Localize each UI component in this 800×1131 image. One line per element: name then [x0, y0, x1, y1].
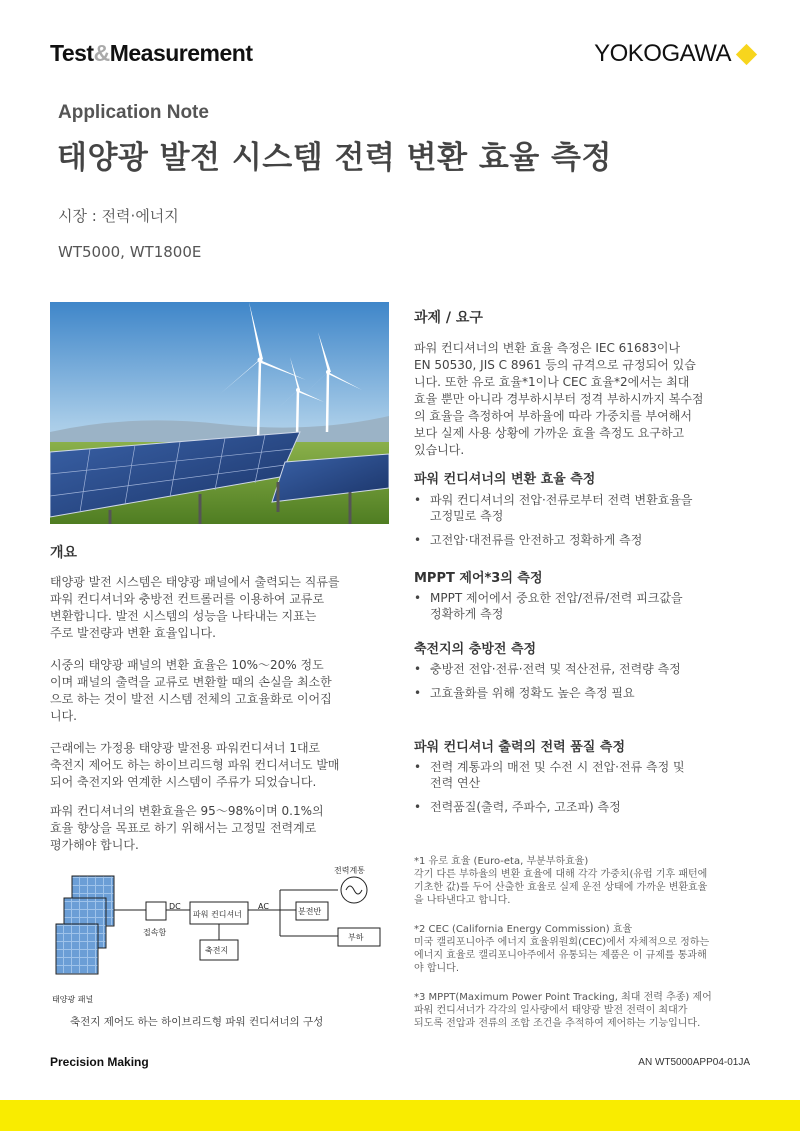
solar-wind-illustration — [50, 302, 389, 524]
text-line: 축전지 제어도 하는 하이브리드형 파워 컨디셔너도 발매 — [50, 758, 340, 772]
solar-panel-label: 태양광 패널 — [52, 995, 94, 1004]
text-line: 있습니다. — [414, 443, 465, 457]
text-line: 시중의 태양광 패널의 변환 효율은 10%～20% 정도 — [50, 658, 324, 672]
market-label: 시장 : 전력·에너지 — [58, 207, 179, 225]
bullet-item: • 충방전 전압·전류·전력 및 적산전류, 전력량 측정 — [414, 661, 754, 677]
bullet-item: • 파워 컨디셔너의 전압·전류로부터 전력 변환효율을 고정밀로 측정 — [414, 492, 754, 524]
hybrid-pcs-diagram — [48, 862, 393, 1017]
footnote-3: *3 MPPT(Maximum Power Point Tracking, 최대 전력 추종) 제어 파워 컨디셔너가 각각의 일사량에서 태양광 발전 전력이 최대가 되도록 전압과 전류의 조합 조건을 추적하여 제어하는 기능입니다. — [414, 992, 712, 1029]
footer-accent-bar — [0, 1100, 800, 1131]
text-line: 의 효율을 측정하여 부하율에 따라 가중치를 부여해서 — [414, 409, 692, 423]
bullet-item: • 전력 계통과의 매전 및 수전 시 전압·전류 측정 및 전력 연산 — [414, 759, 754, 791]
footnote-2: *2 CEC (California Energy Commission) 효율 미국 캘리포니아주 에너지 효율위원회(CEC)에서 자체적으로 정하는 에너지 효율로 캘리포니아주에서 유통되는 제품은 이 규제를 통과해 야 합니다. — [414, 924, 710, 974]
system-diagram — [48, 862, 393, 1017]
text-line: 파워 컨디셔너와 충방전 컨트롤러를 이용하여 교류로 — [50, 592, 325, 606]
text-line: 니다. 또한 유로 효율*1이나 CEC 효율*2에서는 최대 — [414, 375, 690, 389]
bullet-item: • 전력품질(출력, 주파수, 고조파) 측정 — [414, 799, 754, 815]
text-line: 파워 컨디셔너의 변환 효율 측정은 IEC 61683이나 — [414, 341, 681, 355]
footer-tagline: Precision Making — [50, 1055, 149, 1069]
section-heading: 파워 컨디셔너 출력의 전력 품질 측정 — [414, 740, 625, 755]
ac-label: AC — [258, 902, 269, 911]
grid-label: 전력계통 — [334, 866, 365, 875]
application-note-label: Application Note — [58, 102, 209, 123]
model-names: WT5000, WT1800E — [58, 243, 202, 261]
page-title: 태양광 발전 시스템 전력 변환 효율 측정 — [57, 140, 612, 176]
brand-test: Test — [50, 40, 94, 66]
overview-paragraph-3 — [50, 740, 395, 791]
text-line: 보다 실제 사용 상황에 가까운 효율 측정도 요구하고 — [414, 426, 685, 440]
yokogawa-logo — [594, 40, 754, 68]
logo-text: YOKOGAWA — [594, 40, 731, 67]
distribution-panel-label: 분전반 — [298, 907, 322, 916]
text-line: 변환합니다. 발전 시스템의 성능을 나타내는 지표는 — [50, 609, 317, 623]
text-line: 효율 향상을 목표로 하기 위해서는 고정밀 전력계로 — [50, 821, 317, 835]
text-line: 되어 축전지와 연계한 시스템이 주류가 되었습니다. — [50, 775, 317, 789]
overview-paragraph-1 — [50, 574, 395, 642]
brand-ampersand: & — [93, 40, 110, 66]
section-heading: MPPT 제어*3의 측정 — [414, 571, 543, 586]
text-line: 파워 컨디셔너의 변환효율은 95～98%이며 0.1%의 — [50, 804, 324, 818]
section-bullets — [414, 492, 754, 548]
overview-paragraph-2 — [50, 657, 395, 725]
bullet-item: • MPPT 제어에서 중요한 전압/전류/전력 피크값을 정확하게 측정 — [414, 590, 754, 622]
brand-wordmark — [50, 40, 253, 67]
dc-label: DC — [169, 902, 181, 911]
section-bullets — [414, 590, 754, 622]
solar-panel-icons — [56, 876, 114, 974]
text-line: 태양광 발전 시스템은 태양광 패널에서 출력되는 직류를 — [50, 575, 340, 589]
text-line: EN 50530, JIS C 8961 등의 규격으로 규정되어 있습 — [414, 358, 696, 372]
pcs-label: 파워 컨디셔너 — [193, 910, 242, 919]
text-line: 주로 발전량과 변환 효율입니다. — [50, 626, 216, 640]
text-line: 으로 하는 것이 발전 시스템 전체의 고효율화로 이어집 — [50, 692, 332, 706]
section-bullets — [414, 759, 754, 815]
footnote-1: *1 유로 효율 (Euro-eta, 부분부하효율) 각기 다른 부하율의 변환 효율에 대해 각각 가중치(유럽 기후 패턴에 기초한 값)를 두어 산출한 효율로 실제 운전 상태에 가까운 변환효율 을 나타낸다고 합니다. — [414, 856, 708, 906]
section-heading: 파워 컨디셔너의 변환 효율 측정 — [414, 472, 596, 487]
section-bullets — [414, 661, 754, 701]
load-label: 부하 — [348, 933, 364, 942]
section-heading: 축전지의 충방전 측정 — [414, 642, 537, 657]
document-code: AN WT5000APP04-01JA — [638, 1057, 750, 1068]
text-line: 니다. — [50, 709, 77, 723]
bullet-item: • 고효율화를 위해 정확도 높은 측정 필요 — [414, 685, 754, 701]
overview-heading: 개요 — [50, 545, 78, 561]
battery-label: 축전지 — [205, 946, 229, 955]
text-line: 근래에는 가정용 태양광 발전용 파워컨디셔너 1대로 — [50, 741, 321, 755]
junction-box-label: 접속함 — [143, 928, 167, 937]
overview-paragraph-4 — [50, 803, 395, 854]
logo-diamond-icon — [736, 43, 757, 64]
text-line: 이며 패널의 출력을 교류로 변환할 때의 손실을 최소한 — [50, 675, 332, 689]
challenges-text — [414, 340, 754, 459]
hero-photo — [50, 302, 389, 524]
bullet-item: • 고전압·대전류를 안전하고 정확하게 측정 — [414, 532, 754, 548]
brand-measurement: Measurement — [109, 40, 253, 66]
text-line: 평가해야 합니다. — [50, 838, 139, 852]
challenges-heading: 과제 / 요구 — [414, 310, 483, 326]
diagram-caption: 축전지 제어도 하는 하이브리드형 파워 컨디셔너의 구성 — [70, 1016, 324, 1028]
text-line: 효율 뿐만 아니라 경부하시부터 정격 부하시까지 복수점 — [414, 392, 704, 406]
